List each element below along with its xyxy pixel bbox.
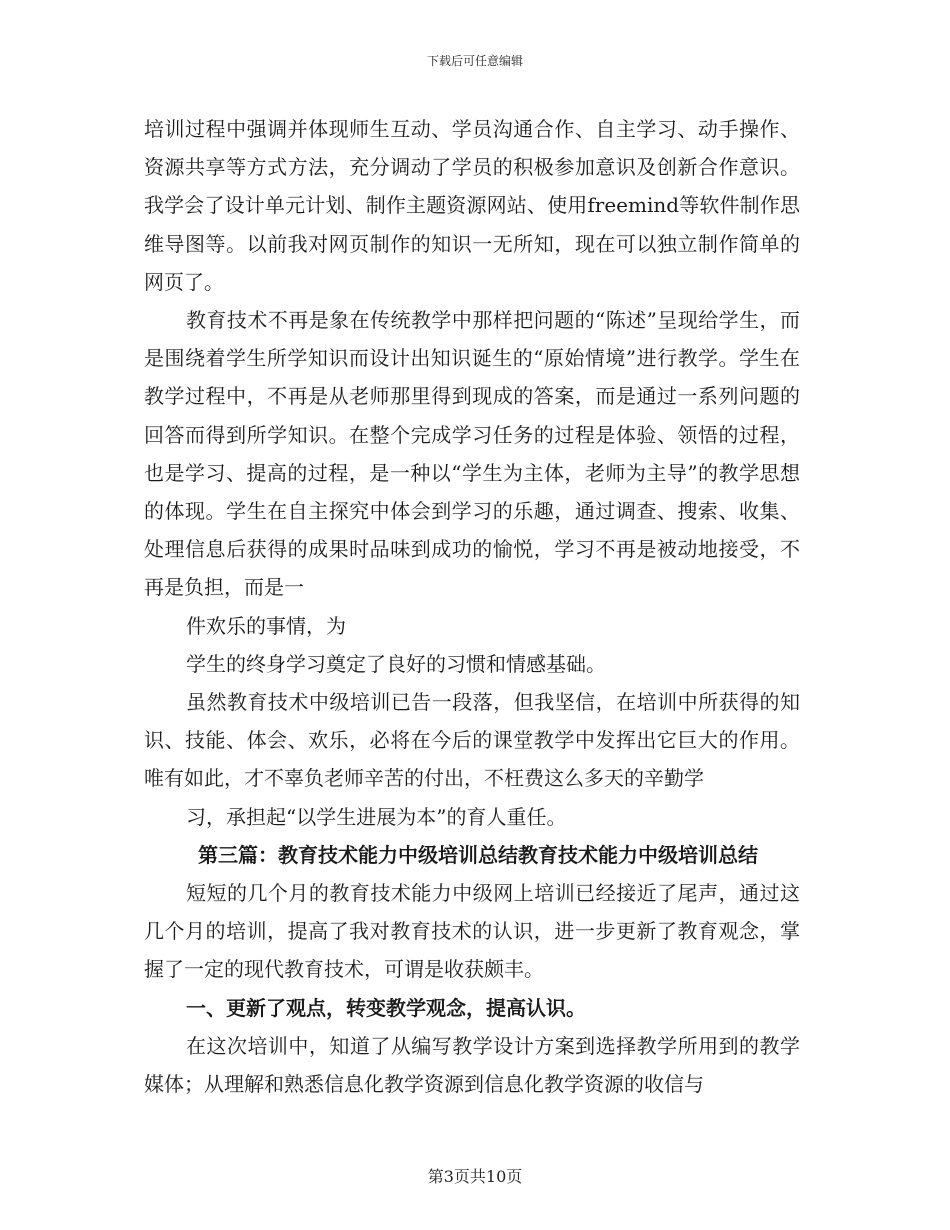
paragraph-fragment-foundation: 学生的终身学习奠定了良好的习惯和情感基础。	[186, 651, 606, 676]
paragraph-fragment-happy: 件欢乐的事情，为	[186, 613, 346, 638]
paragraph-continuation: 培训过程中强调并体现师生互动、学员沟通合作、自主学习、动手操作、资源共享等方式方法，充分调动了学员的积极参加意识及创新合作意识。我学会了设计单元计划、制作主题资源网站、使用freemind等软件制作思维导图等。以前我对网页制作的知识一无所知，现在可以独立制作简单的网页了。	[144, 117, 800, 294]
section-title: 第三篇：教育技术能力中级培训总结教育技术能力中级培训总结	[198, 842, 758, 867]
paragraph-conclusion: 虽然教育技术中级培训已告一段落，但我坚信，在培训中所获得的知识、技能、体会、欢乐，必将在今后的课堂教学中发挥出它巨大的作用。唯有如此，才不辜负老师辛苦的付出，不枉费这么多天的辛勤学	[144, 690, 800, 791]
document-body	[144, 110, 800, 1103]
paragraph-intro: 短短的几个月的教育技术能力中级网上培训已经接近了尾声，通过这几个月的培训，提高了我对教育技术的认识，进一步更新了教育观念，掌握了一定的现代教育技术，可谓是收获颇丰。	[144, 881, 800, 982]
paragraph-training: 在这次培训中，知道了从编写教学设计方案到选择教学所用到的教学媒体；从理解和熟悉信息化教学资源到信息化教学资源的收信与	[144, 1033, 800, 1097]
paragraph-education-technology: 教育技术不再是象在传统教学中那样把问题的“陈述”呈现给学生，而是围绕着学生所学知识而设计出知识诞生的“原始情境”进行教学。学生在教学过程中，不再是从老师那里得到现成的答案，而是通过一系列问题的回答而得到所学知识。在整个完成学习任务的过程是体验、领悟的过程，也是学习、提高的过程，是一种以“学生为主体，老师为主导”的教学思想的体现。学生在自主探究中体会到学习的乐趣，通过调查、搜索、收集、处理信息后获得的成果时品味到成功的愉悦，学习不再是被动地接受，不再是负担，而是一	[144, 308, 800, 600]
page-header: 下载后可任意编辑	[426, 54, 523, 68]
paragraph-responsibility: 习，承担起“以学生进展为本”的育人重任。	[186, 804, 567, 829]
page-footer: 第3页共10页	[427, 1167, 523, 1186]
subheading-one: 一、更新了观点，转变教学观念，提高认识。	[186, 995, 586, 1020]
